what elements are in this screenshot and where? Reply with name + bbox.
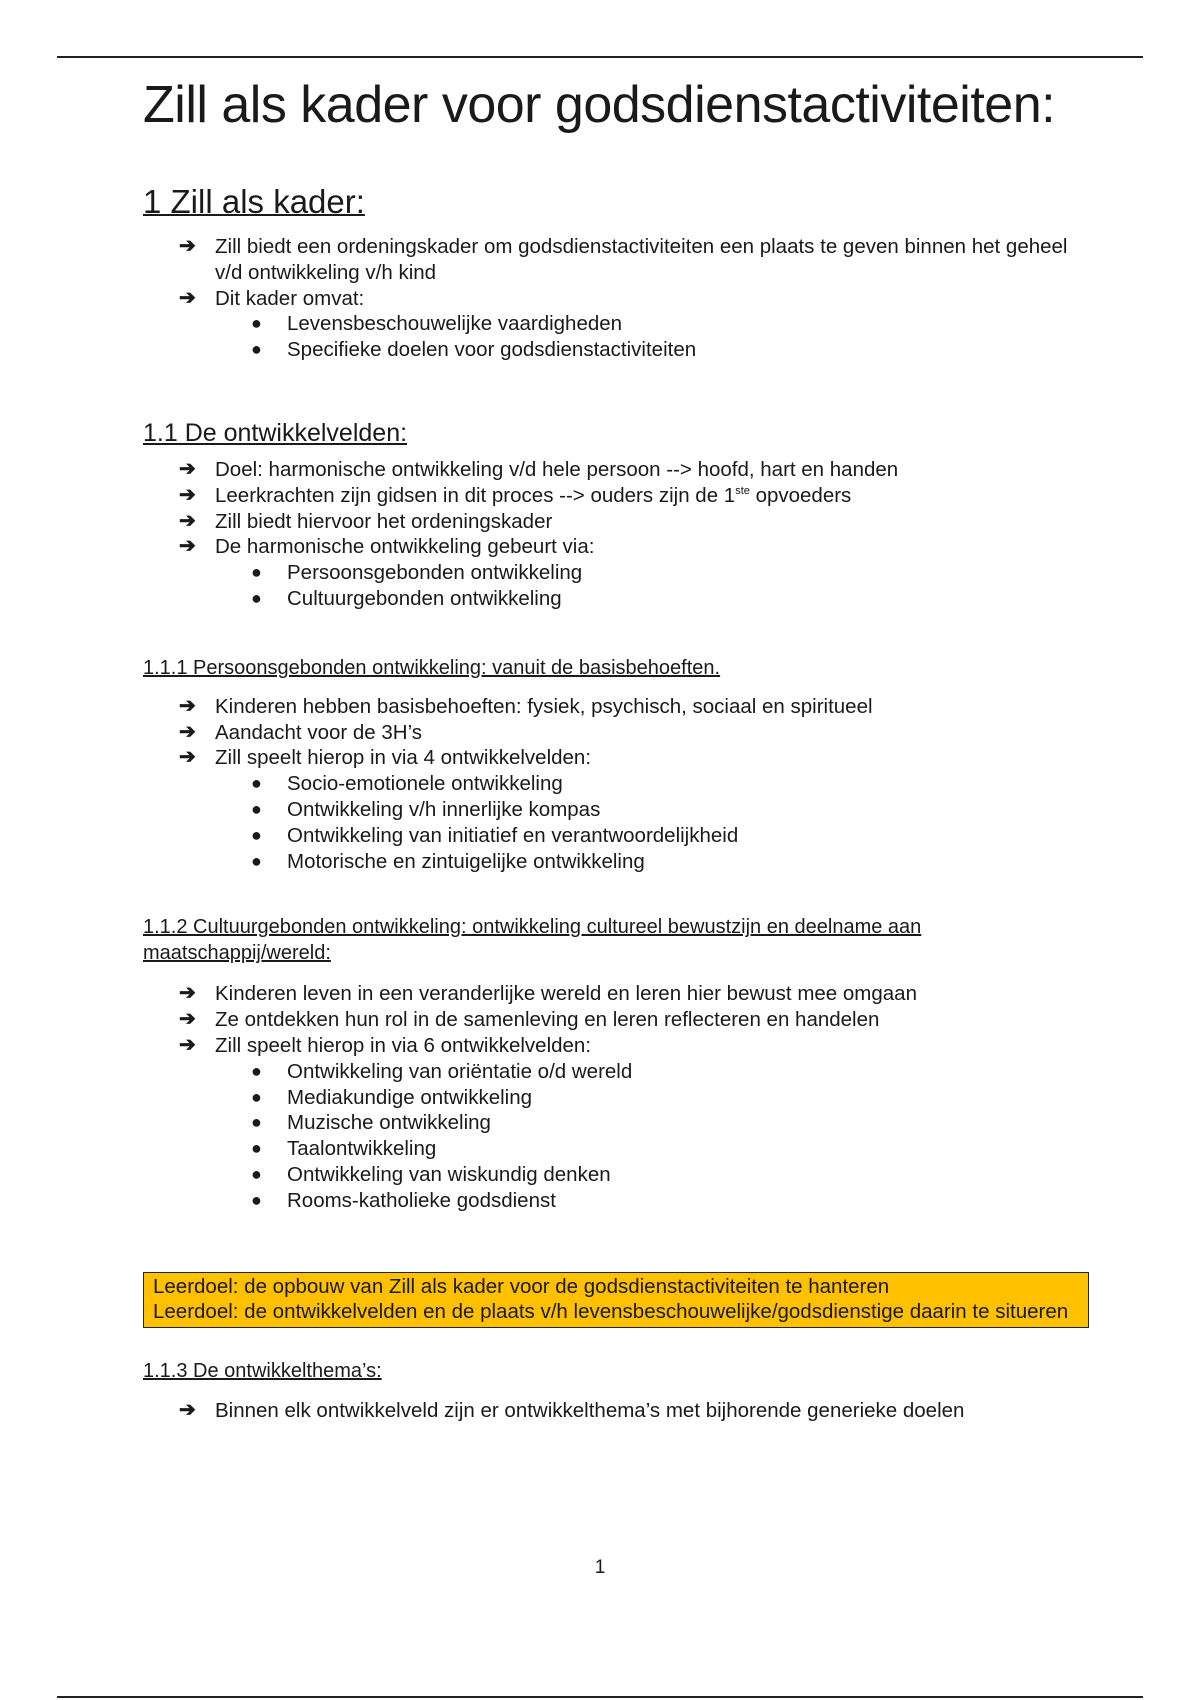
- list-item: ● Ontwikkeling van wiskundig denken: [251, 1162, 611, 1186]
- bullet-icon: ●: [251, 1163, 262, 1184]
- section-1-1-1-heading: 1.1.1 Persoonsgebonden ontwikkeling: vanuit de basisbehoeften.: [143, 656, 721, 679]
- section-1-1-3-list: [143, 1398, 1093, 1424]
- list-item: ● Muzische ontwikkeling: [251, 1111, 491, 1135]
- header-rule: [57, 56, 1143, 58]
- right-arrow-icon: ➔: [179, 746, 196, 769]
- list-item: ➔ Zill speelt hierop in via 4 ontwikkelvelden: ● Socio-emotionele ontwikkeling ● Ontwikkeling v/h innerlijke kompas ● Ontwikkeling van initiatief en verantwoordelijkheid ● Motorische en zintuigelijke ontwikkeling: [179, 745, 1093, 874]
- section-1-1-2-sublist: [215, 1059, 1093, 1214]
- right-arrow-icon: ➔: [179, 483, 196, 506]
- list-item: ➔ Aandacht voor de 3H’s: [179, 720, 423, 744]
- bullet-icon: ●: [251, 339, 262, 360]
- list-item: ● Motorische en zintuigelijke ontwikkeling: [251, 849, 645, 873]
- section-1-1-1-sublist: [215, 771, 1093, 874]
- right-arrow-icon: ➔: [179, 982, 196, 1005]
- list-item: ● Taalontwikkeling: [251, 1137, 437, 1161]
- bullet-icon: ●: [251, 1138, 262, 1159]
- list-item: ➔ Zill biedt hiervoor het ordeningskader: [179, 509, 553, 533]
- list-item: ● Ontwikkeling v/h innerlijke kompas: [251, 797, 601, 821]
- learning-goal-line: Leerdoel: de opbouw van Zill als kader voor de godsdienstactiviteiten te hanteren: [153, 1274, 890, 1298]
- bullet-icon: ●: [251, 1060, 262, 1081]
- section-1-1-heading: 1.1 De ontwikkelvelden:: [143, 418, 408, 447]
- right-arrow-icon: ➔: [179, 535, 196, 558]
- list-item: ➔ De harmonische ontwikkeling gebeurt via: ● Persoonsgebonden ontwikkeling ● Cultuurgebonden ontwikkeling: [179, 534, 1093, 611]
- bullet-icon: ●: [251, 313, 262, 334]
- list-item: ● Cultuurgebonden ontwikkeling: [251, 586, 562, 610]
- bullet-icon: ●: [251, 1112, 262, 1133]
- section-1-sublist: [215, 311, 1093, 363]
- right-arrow-icon: ➔: [179, 235, 196, 257]
- bullet-icon: ●: [251, 1086, 262, 1107]
- bullet-icon: ●: [251, 1189, 262, 1210]
- section-1-heading: 1 Zill als kader:: [143, 183, 365, 220]
- list-item: ➔ Dit kader omvat: ● Levensbeschouwelijke vaardigheden ● Specifieke doelen voor godsdienstactiviteiten: [179, 286, 1093, 363]
- list-item: ● Ontwikkeling van initiatief en verantwoordelijkheid: [251, 823, 739, 847]
- list-item: ● Rooms-katholieke godsdienst: [251, 1188, 556, 1212]
- right-arrow-icon: ➔: [179, 1398, 196, 1421]
- learning-goal-line: Leerdoel: de ontwikkelvelden en de plaats v/h levensbeschouwelijke/godsdienstige daarin te situeren: [153, 1300, 1069, 1324]
- section-1-1-1-list: [143, 694, 1093, 875]
- section-1-1-list: [143, 457, 1093, 612]
- list-item: ➔ Zill speelt hierop in via 6 ontwikkelvelden: ● Ontwikkeling van oriëntatie o/d wereld ● Mediakundige ontwikkeling ● Muzische ontwikkeling ● Taalontwikkeling ● Ontwikkeling van wiskundig denken ● Rooms-katholieke godsdienst: [179, 1033, 1093, 1214]
- list-item: ➔ Kinderen hebben basisbehoeften: fysiek, psychisch, sociaal en spiritueel: [179, 694, 873, 718]
- section-1-list: [143, 234, 1093, 363]
- footer-rule: [57, 1696, 1143, 1698]
- right-arrow-icon: ➔: [179, 1008, 196, 1031]
- right-arrow-icon: ➔: [179, 457, 196, 480]
- right-arrow-icon: ➔: [179, 286, 196, 309]
- document-title: Zill als kader voor godsdienstactiviteiten:: [143, 76, 1056, 134]
- list-item: ➔ Binnen elk ontwikkelveld zijn er ontwikkelthema’s met bijhorende generieke doelen: [179, 1398, 965, 1422]
- list-item: ● Mediakundige ontwikkeling: [251, 1085, 533, 1109]
- bullet-icon: ●: [251, 824, 262, 845]
- list-item: ● Socio-emotionele ontwikkeling: [251, 772, 563, 796]
- right-arrow-icon: ➔: [179, 509, 196, 532]
- right-arrow-icon: ➔: [179, 720, 196, 743]
- bullet-icon: ●: [251, 587, 262, 608]
- document-page: [143, 70, 1093, 1423]
- right-arrow-icon: ➔: [179, 694, 196, 717]
- bullet-icon: ●: [251, 562, 262, 583]
- bullet-icon: ●: [251, 773, 262, 794]
- section-1-1-2-list: [143, 981, 1093, 1213]
- list-item: ➔ Zill biedt een ordeningskader om godsdienstactiviteiten een plaats te geven binnen het geheel v/d ontwikkeling v/h kind: [179, 235, 1068, 284]
- section-1-1-sublist: [215, 560, 1093, 612]
- page-number: 1: [594, 1557, 606, 1578]
- list-item: ● Levensbeschouwelijke vaardigheden: [251, 312, 623, 336]
- bullet-icon: ●: [251, 850, 262, 871]
- section-1-1-2-heading: 1.1.2 Cultuurgebonden ontwikkeling: ontwikkeling cultureel bewustzijn en deelname aan maatschappij/wereld:: [143, 916, 922, 965]
- list-item: ● Persoonsgebonden ontwikkeling: [251, 561, 583, 585]
- learning-goals-box: [143, 1272, 1089, 1328]
- superscript: ste: [735, 484, 750, 497]
- list-item: ● Ontwikkeling van oriëntatie o/d wereld: [251, 1059, 633, 1083]
- list-item: ➔ Kinderen leven in een veranderlijke wereld en leren hier bewust mee omgaan: [179, 982, 917, 1006]
- list-item: ➔ Doel: harmonische ontwikkeling v/d hele persoon --> hoofd, hart en handen: [179, 457, 899, 481]
- bullet-icon: ●: [251, 798, 262, 819]
- list-item: ➔ Leerkrachten zijn gidsen in dit proces --> ouders zijn de 1ste opvoeders: [179, 483, 852, 507]
- section-1-1-3-heading: 1.1.3 De ontwikkelthema’s:: [143, 1359, 382, 1382]
- list-item: ➔ Ze ontdekken hun rol in de samenleving en leren reflecteren en handelen: [179, 1008, 880, 1032]
- list-item: ● Specifieke doelen voor godsdienstactiviteiten: [251, 338, 697, 362]
- right-arrow-icon: ➔: [179, 1033, 196, 1056]
